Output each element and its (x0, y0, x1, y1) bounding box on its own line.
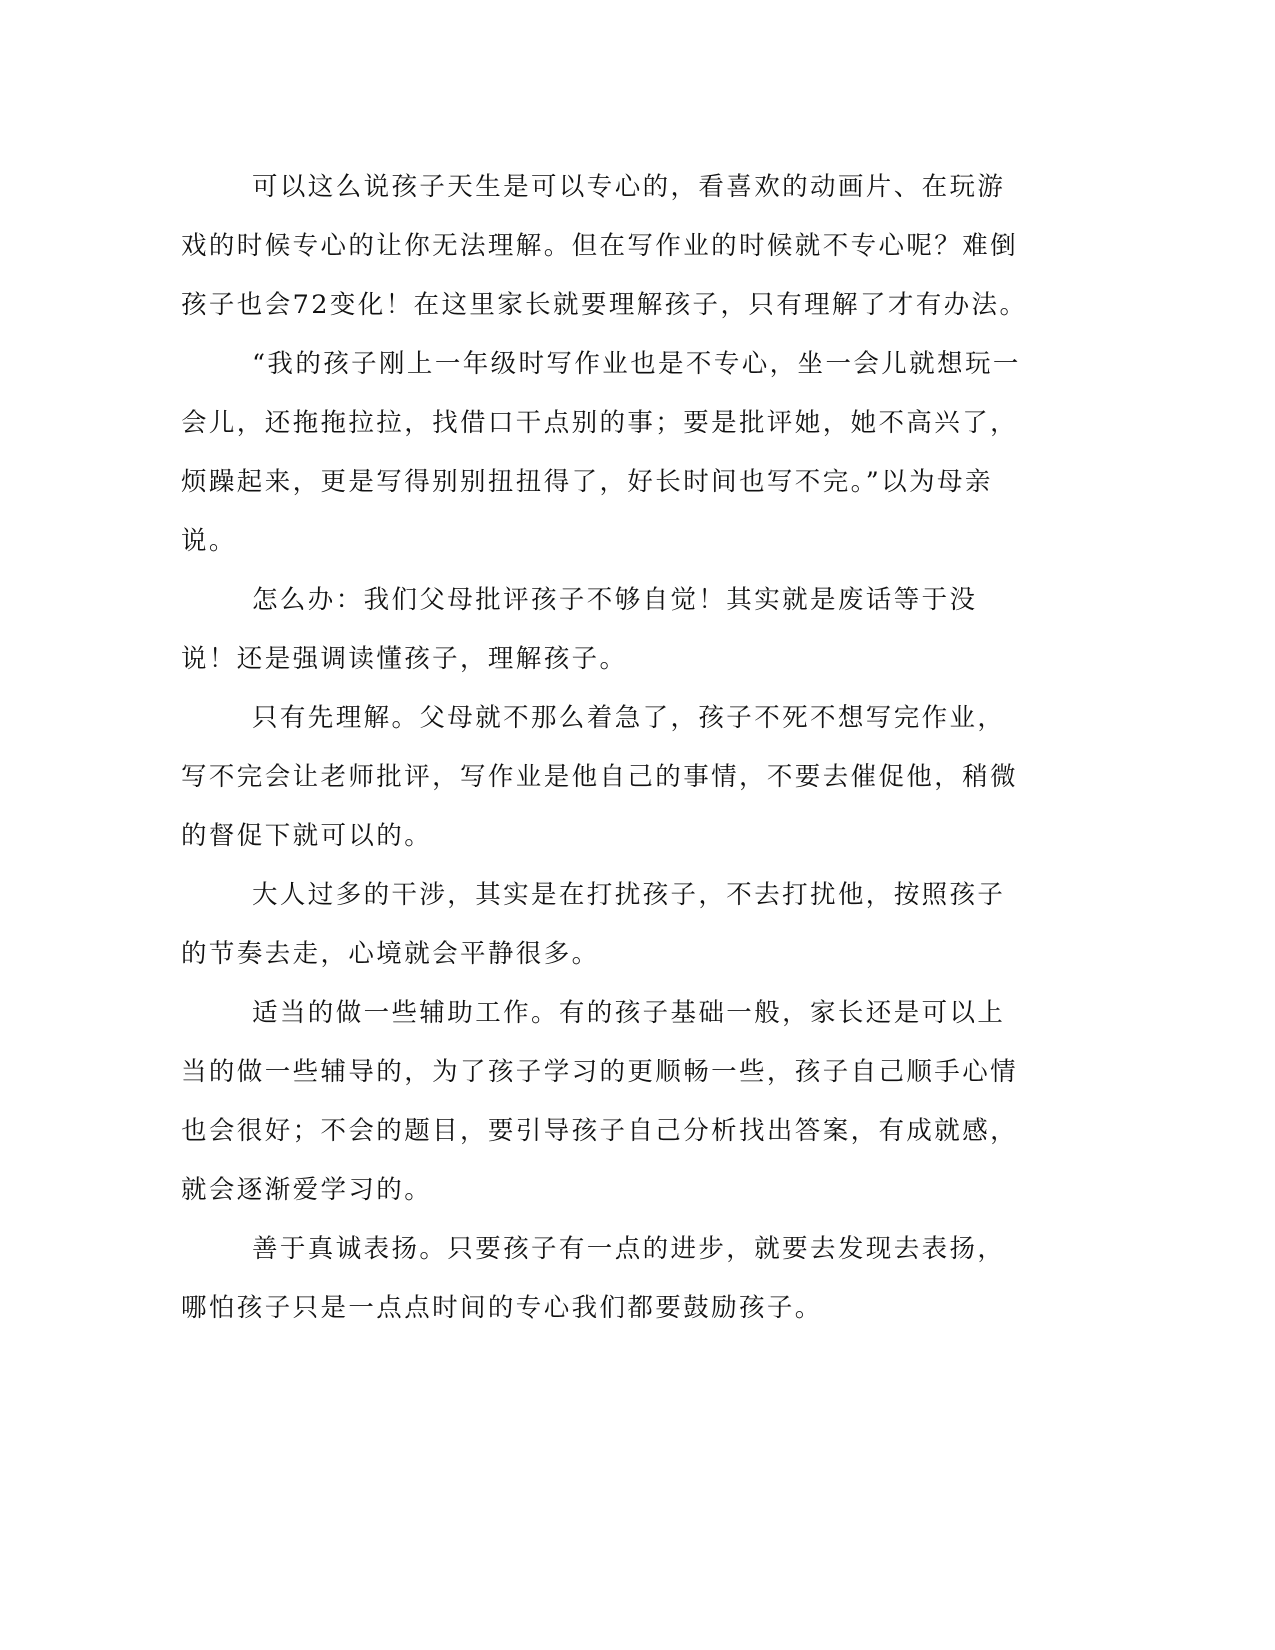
paragraph-3: 怎么办：我们父母批评孩子不够自觉！其实就是废话等于没说！还是强调读懂孩子，理解孩子。 (181, 585, 978, 674)
paragraph-7: 善于真诚表扬。只要孩子有一点的进步，就要去发现去表扬，哪怕孩子只是一点点时间的专心我们都要鼓励孩子。 (181, 1234, 1006, 1323)
paragraph-4: 只有先理解。父母就不那么着急了，孩子不死不想写完作业，写不完会让老师批评，写作业是他自己的事情，不要去催促他，稍微的督促下就可以的。 (181, 703, 1019, 851)
paragraph-6: 适当的做一些辅助工作。有的孩子基础一般，家长还是可以上当的做一些辅导的，为了孩子学习的更顺畅一些，孩子自己顺手心情也会很好；不会的题目，要引导孩子自己分析找出答案，有成就感，就会逐渐爱学习的。 (181, 998, 1019, 1205)
paragraph-5: 大人过多的干涉，其实是在打扰孩子，不去打扰他，按照孩子的节奏去走，心境就会平静很多。 (181, 880, 1006, 969)
paragraph-1: 可以这么说孩子天生是可以专心的，看喜欢的动画片、在玩游戏的时候专心的让你无法理解。但在写作业的时候就不专心呢？难倒孩子也会72变化！在这里家长就要理解孩子，只有理解了才有办法。 (181, 172, 1028, 320)
paragraph-2: “我的孩子刚上一年级时写作业也是不专心，坐一会儿就想玩一会儿，还拖拖拉拉，找借口干点别的事；要是批评她，她不高兴了，烦躁起来，更是写得别别扭扭得了，好长时间也写不完。”以为母亲说。 (181, 349, 1021, 556)
document-body (181, 158, 1029, 1338)
